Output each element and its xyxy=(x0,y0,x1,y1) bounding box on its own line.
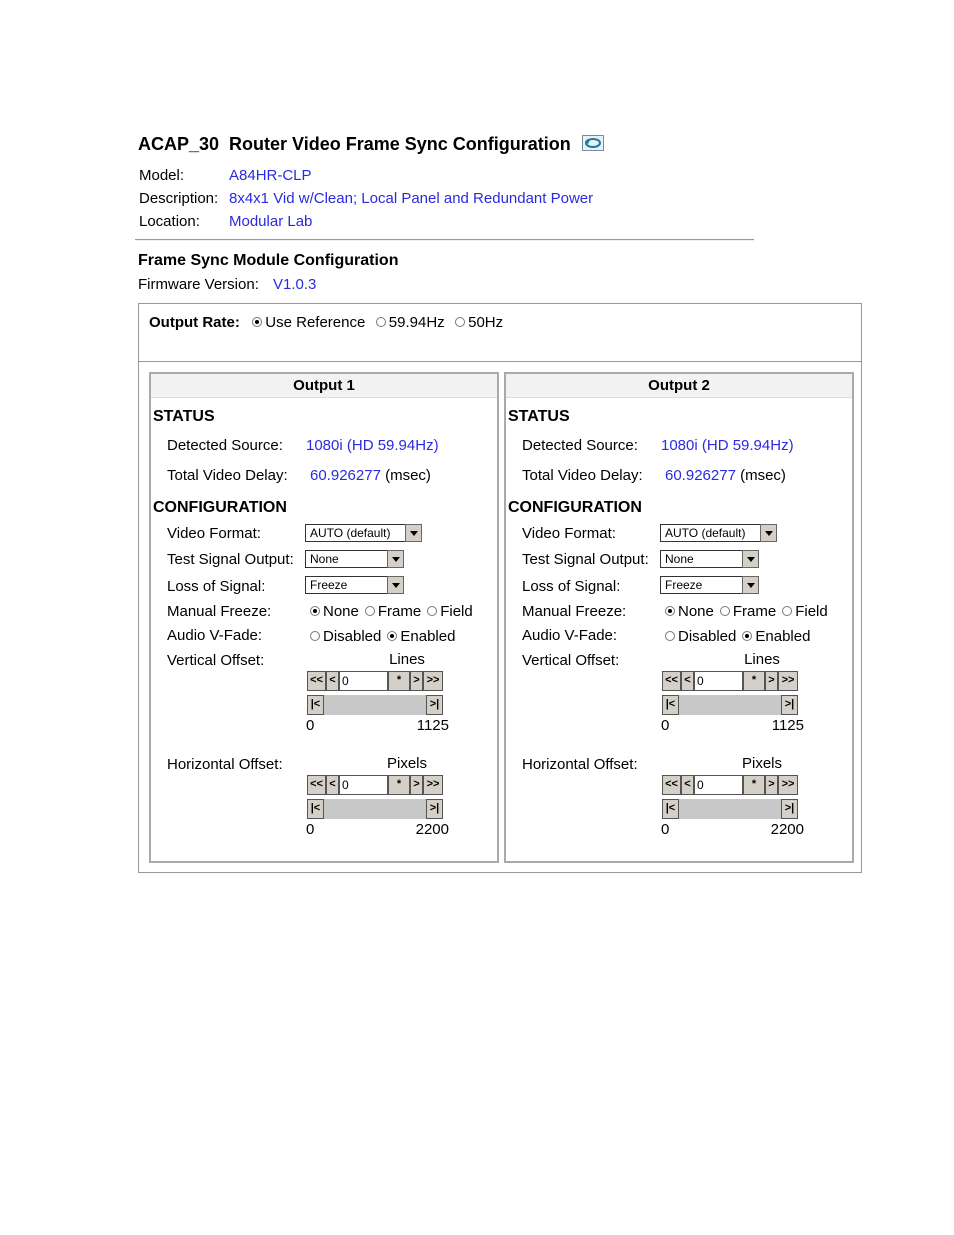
output1-horizontal-input[interactable]: 0 xyxy=(339,775,388,795)
radio-selected-icon xyxy=(252,317,262,327)
output1-horizontal-max: 2200 xyxy=(415,821,449,838)
output2-horizontal-max: 2200 xyxy=(770,821,804,838)
output2-audio-disabled[interactable]: Disabled xyxy=(665,628,736,645)
radio-icon xyxy=(376,317,386,327)
output2-vertical-fwd-button[interactable]: > xyxy=(765,671,778,691)
output2-vertical-label: Vertical Offset: xyxy=(522,652,620,669)
radio-selected-icon xyxy=(310,606,320,616)
output2-vertical-input[interactable]: 0 xyxy=(694,671,743,691)
output2-detected-source-label: Detected Source: xyxy=(522,437,638,454)
output2-title: Output 2 xyxy=(506,374,852,398)
output2-horizontal-input[interactable]: 0 xyxy=(694,775,743,795)
output1-freeze-frame[interactable]: Frame xyxy=(365,603,421,620)
output2-vertical-min: 0 xyxy=(661,717,670,734)
output2-vertical-back-button[interactable]: < xyxy=(681,671,694,691)
output1-loss-signal-select[interactable]: Freeze xyxy=(305,576,403,594)
output2-vertical-home-button[interactable]: |< xyxy=(662,695,679,715)
output1-title: Output 1 xyxy=(151,374,497,398)
output1-horizontal-label: Horizontal Offset: xyxy=(167,756,283,773)
output1-detected-source-label: Detected Source: xyxy=(167,437,283,454)
description-value: 8x4x1 Vid w/Clean; Local Panel and Redundant Power xyxy=(229,190,594,207)
output2-horizontal-reset-button[interactable]: * xyxy=(743,775,765,795)
output1-vertical-fwd-button[interactable]: > xyxy=(410,671,423,691)
output1-freeze-field[interactable]: Field xyxy=(427,603,473,620)
radio-icon xyxy=(455,317,465,327)
output2-freeze-none[interactable]: None xyxy=(665,603,714,620)
output1-vertical-back-button[interactable]: < xyxy=(326,671,339,691)
output-rate-option-50[interactable]: 50Hz xyxy=(455,314,503,331)
output-rate-option-reference[interactable]: Use Reference xyxy=(252,314,365,331)
output1-freeze-none[interactable]: None xyxy=(310,603,359,620)
output1-audio-enabled[interactable]: Enabled xyxy=(387,628,455,645)
output2-loss-signal-label: Loss of Signal: xyxy=(522,578,621,595)
output1-total-delay-unit: (msec) xyxy=(385,467,431,484)
output2-vertical-unit: Lines xyxy=(744,651,780,668)
output-rate-label: Output Rate: xyxy=(149,314,240,331)
output2-status-heading: STATUS xyxy=(508,408,570,425)
output1-horizontal-unit: Pixels xyxy=(386,755,427,772)
output1-total-delay-label: Total Video Delay: xyxy=(167,467,288,484)
location-value: Modular Lab xyxy=(229,213,313,230)
output2-video-format-label: Video Format: xyxy=(522,525,616,542)
output2-vertical-end-button[interactable]: >| xyxy=(781,695,798,715)
output1-vertical-slider-track[interactable] xyxy=(324,695,426,715)
output2-loss-signal-select[interactable]: Freeze xyxy=(660,576,758,594)
output2-horizontal-fwd-button[interactable]: > xyxy=(765,775,778,795)
output2-horizontal-fast-back-button[interactable]: << xyxy=(662,775,681,795)
output2-audio-fade-label: Audio V-Fade: xyxy=(522,627,618,644)
model-label: Model: xyxy=(139,167,185,184)
output2-freeze-field[interactable]: Field xyxy=(782,603,828,620)
output2-vertical-fast-fwd-button[interactable]: >> xyxy=(778,671,798,691)
output-rate-divider xyxy=(139,361,861,362)
output1-status-heading: STATUS xyxy=(153,408,215,425)
radio-icon xyxy=(427,606,437,616)
output2-horizontal-home-button[interactable]: |< xyxy=(662,799,679,819)
output2-total-delay-value: 60.926277 xyxy=(665,467,736,484)
output1-vertical-label: Vertical Offset: xyxy=(167,652,265,669)
output1-manual-freeze-label: Manual Freeze: xyxy=(167,603,272,620)
output2-total-delay-label: Total Video Delay: xyxy=(522,467,643,484)
radio-icon xyxy=(665,631,675,641)
output1-horizontal-fast-back-button[interactable]: << xyxy=(307,775,326,795)
output2-freeze-frame[interactable]: Frame xyxy=(720,603,776,620)
output1-detected-source-value: 1080i (HD 59.94Hz) xyxy=(306,437,439,454)
page-title-text: ACAP_30 Router Video Frame Sync Configuration xyxy=(138,134,571,154)
radio-selected-icon xyxy=(665,606,675,616)
output1-video-format-label: Video Format: xyxy=(167,525,261,542)
model-value: A84HR-CLP xyxy=(229,167,312,184)
radio-icon xyxy=(310,631,320,641)
output-rate-row xyxy=(149,314,509,332)
output1-config-heading: CONFIGURATION xyxy=(153,499,287,516)
output1-video-format-select[interactable]: AUTO (default) xyxy=(305,524,421,542)
output1-vertical-fast-back-button[interactable]: << xyxy=(307,671,326,691)
output1-horizontal-reset-button[interactable]: * xyxy=(388,775,410,795)
output2-audio-enabled[interactable]: Enabled xyxy=(742,628,810,645)
output2-test-signal-label: Test Signal Output: xyxy=(522,551,649,568)
chevron-down-icon xyxy=(387,576,404,594)
module-heading: Frame Sync Module Configuration xyxy=(138,252,399,269)
output2-horizontal-label: Horizontal Offset: xyxy=(522,756,638,773)
output1-loss-signal-label: Loss of Signal: xyxy=(167,578,266,595)
output1-test-signal-label: Test Signal Output: xyxy=(167,551,294,568)
page-title xyxy=(138,134,604,156)
chevron-down-icon xyxy=(742,576,759,594)
output1-audio-disabled[interactable]: Disabled xyxy=(310,628,381,645)
output1-vertical-fast-fwd-button[interactable]: >> xyxy=(423,671,443,691)
output2-horizontal-fast-fwd-button[interactable]: >> xyxy=(778,775,798,795)
output-rate-option-5994[interactable]: 59.94Hz xyxy=(376,314,445,331)
output1-horizontal-end-button[interactable]: >| xyxy=(426,799,443,819)
output1-panel xyxy=(149,372,499,863)
output2-test-signal-select[interactable]: None xyxy=(660,550,758,568)
radio-icon xyxy=(365,606,375,616)
output1-audio-fade-options xyxy=(310,628,461,645)
output2-horizontal-min: 0 xyxy=(661,821,670,838)
radio-selected-icon xyxy=(742,631,752,641)
output2-video-format-select[interactable]: AUTO (default) xyxy=(660,524,776,542)
radio-selected-icon xyxy=(387,631,397,641)
output1-vertical-reset-button[interactable]: * xyxy=(388,671,410,691)
output2-manual-freeze-options xyxy=(665,603,828,620)
output1-vertical-input[interactable]: 0 xyxy=(339,671,388,691)
output1-vertical-max: 1125 xyxy=(416,717,449,734)
output1-horizontal-min: 0 xyxy=(306,821,315,838)
output2-horizontal-end-button[interactable]: >| xyxy=(781,799,798,819)
output2-config-heading: CONFIGURATION xyxy=(508,499,642,516)
output2-detected-source-value: 1080i (HD 59.94Hz) xyxy=(661,437,794,454)
chevron-down-icon xyxy=(387,550,404,568)
chevron-down-icon xyxy=(742,550,759,568)
output2-horizontal-slider-track[interactable] xyxy=(679,799,781,819)
output2-panel xyxy=(504,372,854,863)
radio-icon xyxy=(782,606,792,616)
output1-horizontal-slider-track[interactable] xyxy=(324,799,426,819)
output2-vertical-max: 1125 xyxy=(771,717,804,734)
location-label: Location: xyxy=(139,213,200,230)
chevron-down-icon xyxy=(405,524,422,542)
output1-vertical-home-button[interactable]: |< xyxy=(307,695,324,715)
output2-total-delay-unit: (msec) xyxy=(740,467,786,484)
output2-horizontal-back-button[interactable]: < xyxy=(681,775,694,795)
output1-test-signal-select[interactable]: None xyxy=(305,550,403,568)
output1-vertical-unit: Lines xyxy=(389,651,425,668)
output2-horizontal-unit: Pixels xyxy=(741,755,782,772)
output1-horizontal-home-button[interactable]: |< xyxy=(307,799,324,819)
firmware-value: V1.0.3 xyxy=(273,276,317,293)
output2-total-delay-row xyxy=(665,467,786,484)
description-label: Description: xyxy=(139,190,219,207)
radio-icon xyxy=(720,606,730,616)
chevron-down-icon xyxy=(760,524,777,542)
output2-audio-fade-options xyxy=(665,628,816,645)
output2-vertical-reset-button[interactable]: * xyxy=(743,671,765,691)
output1-horizontal-fwd-button[interactable]: > xyxy=(410,775,423,795)
output1-manual-freeze-options xyxy=(310,603,473,620)
output2-vertical-fast-back-button[interactable]: << xyxy=(662,671,681,691)
output1-horizontal-fast-fwd-button[interactable]: >> xyxy=(423,775,443,795)
output2-vertical-slider-track[interactable] xyxy=(679,695,781,715)
output1-vertical-min: 0 xyxy=(306,717,315,734)
output1-audio-fade-label: Audio V-Fade: xyxy=(167,627,263,644)
output1-horizontal-back-button[interactable]: < xyxy=(326,775,339,795)
firmware-label: Firmware Version: xyxy=(138,276,259,293)
refresh-icon[interactable] xyxy=(582,135,604,156)
output1-vertical-end-button[interactable]: >| xyxy=(426,695,443,715)
output1-total-delay-row xyxy=(310,467,431,484)
output1-total-delay-value: 60.926277 xyxy=(310,467,381,484)
divider xyxy=(135,239,754,241)
output2-manual-freeze-label: Manual Freeze: xyxy=(522,603,627,620)
